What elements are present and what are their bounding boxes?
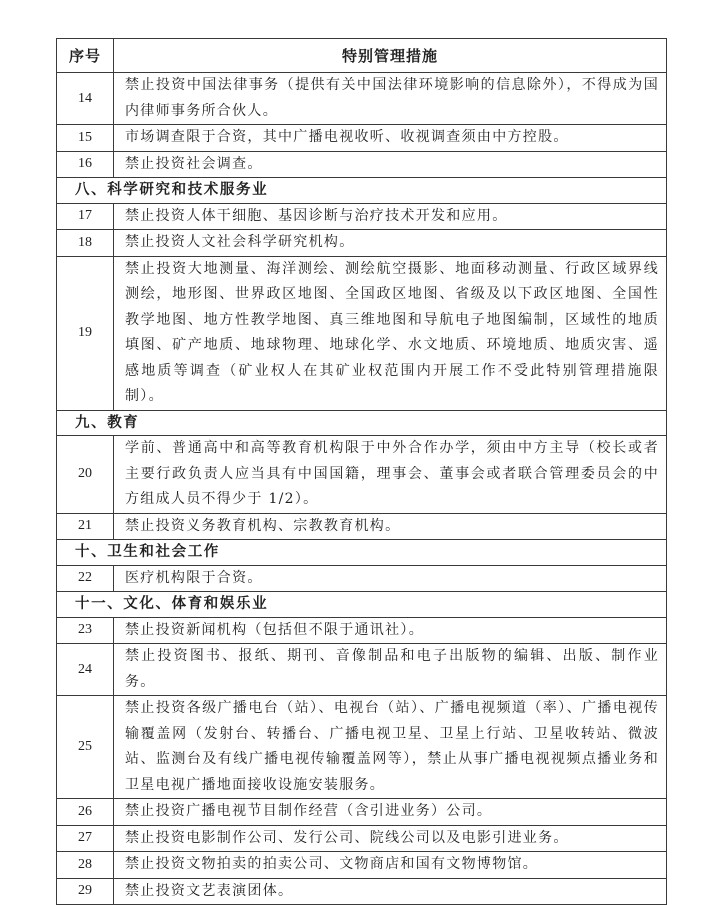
- table-row: [57, 435, 666, 513]
- table-row: [57, 695, 666, 798]
- table-row: [57, 256, 666, 410]
- row-measure-text: 禁止投资人体干细胞、基因诊断与治疗技术开发和应用。: [125, 207, 508, 224]
- table-row: [57, 72, 666, 124]
- row-measure-text: 禁止投资义务教育机构、宗教教育机构。: [125, 517, 401, 534]
- row-number: 20: [57, 436, 114, 513]
- row-number: 21: [57, 514, 114, 540]
- row-measure-text: 禁止投资广播电视节目制作经营（含引进业务）公司。: [125, 803, 493, 819]
- table-row: [57, 565, 666, 592]
- row-number: 28: [57, 852, 114, 878]
- row-number: 19: [57, 257, 114, 410]
- table-row: [57, 617, 666, 644]
- section-header-row: 十、卫生和社会工作: [57, 539, 666, 565]
- row-measure-text: 禁止投资社会调查。: [125, 155, 263, 172]
- row-number: 24: [57, 644, 114, 695]
- row-number: 26: [57, 799, 114, 825]
- row-measure-text: 医疗机构限于合资。: [125, 569, 263, 586]
- table-row: [57, 643, 666, 695]
- header-measure-cell: 特别管理措施: [341, 47, 438, 65]
- row-number: 14: [57, 73, 114, 124]
- row-measure-text: 禁止投资人文社会科学研究机构。: [125, 234, 355, 250]
- row-number: 27: [57, 826, 114, 852]
- row-measure-text: 禁止投资文物拍卖的拍卖公司、文物商店和国有文物博物馆。: [125, 856, 539, 872]
- row-number: 16: [57, 152, 114, 178]
- row-number: 29: [57, 879, 114, 905]
- table-row: [57, 513, 666, 540]
- row-measure-text: 市场调查限于合资，其中广播电视收听、收视调查须由中方控股。: [125, 129, 569, 145]
- row-number: 18: [57, 230, 114, 256]
- table-row: [57, 203, 666, 230]
- header-no-cell: 序号: [57, 39, 114, 72]
- section-header-row: 九、教育: [57, 410, 666, 436]
- table-row: [57, 878, 666, 905]
- table-header-row: [57, 39, 666, 72]
- row-number: 23: [57, 618, 114, 644]
- section-header-row: 十一、文化、体育和娱乐业: [57, 591, 666, 617]
- table-row: [57, 825, 666, 852]
- section-header-row: 八、科学研究和技术服务业: [57, 177, 666, 203]
- row-measure-text: 禁止投资新闻机构（包括但不限于通讯社）。: [125, 621, 424, 638]
- table-row: [57, 124, 666, 151]
- row-number: 15: [57, 125, 114, 151]
- row-measure-text: 禁止投资电影制作公司、发行公司、院线公司以及电影引进业务。: [125, 829, 569, 846]
- table-row: [57, 798, 666, 825]
- row-measure-text: 禁止投资图书、报纸、期刊、音像制品和电子出版物的编辑、出版、制作业务。: [125, 648, 659, 690]
- row-number: 17: [57, 204, 114, 230]
- row-measure-text: 禁止投资大地测量、海洋测绘、测绘航空摄影、地面移动测量、行政区域界线测绘，地形图、世界政区地图、全国政区地图、省级及以下政区地图、全国性教学地图、地方性教学地图、真三维地图和导航电子地图编制，区域性的地质填图、矿产地质、地球物理、地球化学、水文地质、环境地质、地质灾害、遥感地质等调查（矿业权人在其矿业权范围内开展工作不受此特别管理措施限制）。: [125, 260, 659, 404]
- table-row: [57, 151, 666, 178]
- row-number: 22: [57, 566, 114, 592]
- row-number: 25: [57, 696, 114, 798]
- row-measure-text: 学前、普通高中和高等教育机构限于中外合作办学，须由中方主导（校长或者主要行政负责人应当具有中国国籍，理事会、董事会或者联合管理委员会的中方组成人员不得少于 1/2）。: [125, 440, 659, 507]
- row-measure-text: 禁止投资文艺表演团体。: [125, 882, 294, 899]
- table-row: [57, 851, 666, 878]
- special-measures-table: [56, 38, 667, 905]
- row-measure-text: 禁止投资各级广播电台（站）、电视台（站）、广播电视频道（率）、广播电视传输覆盖网（发射台、转播台、广播电视卫星、卫星上行站、卫星收转站、微波站、监测台及有线广播电视传输覆盖网等），禁止从事广播电视视频点播业务和卫星电视广播地面接收设施安装服务。: [125, 700, 659, 793]
- row-measure-text: 禁止投资中国法律事务（提供有关中国法律环境影响的信息除外），不得成为国内律师事务所合伙人。: [125, 77, 659, 119]
- table-row: [57, 229, 666, 256]
